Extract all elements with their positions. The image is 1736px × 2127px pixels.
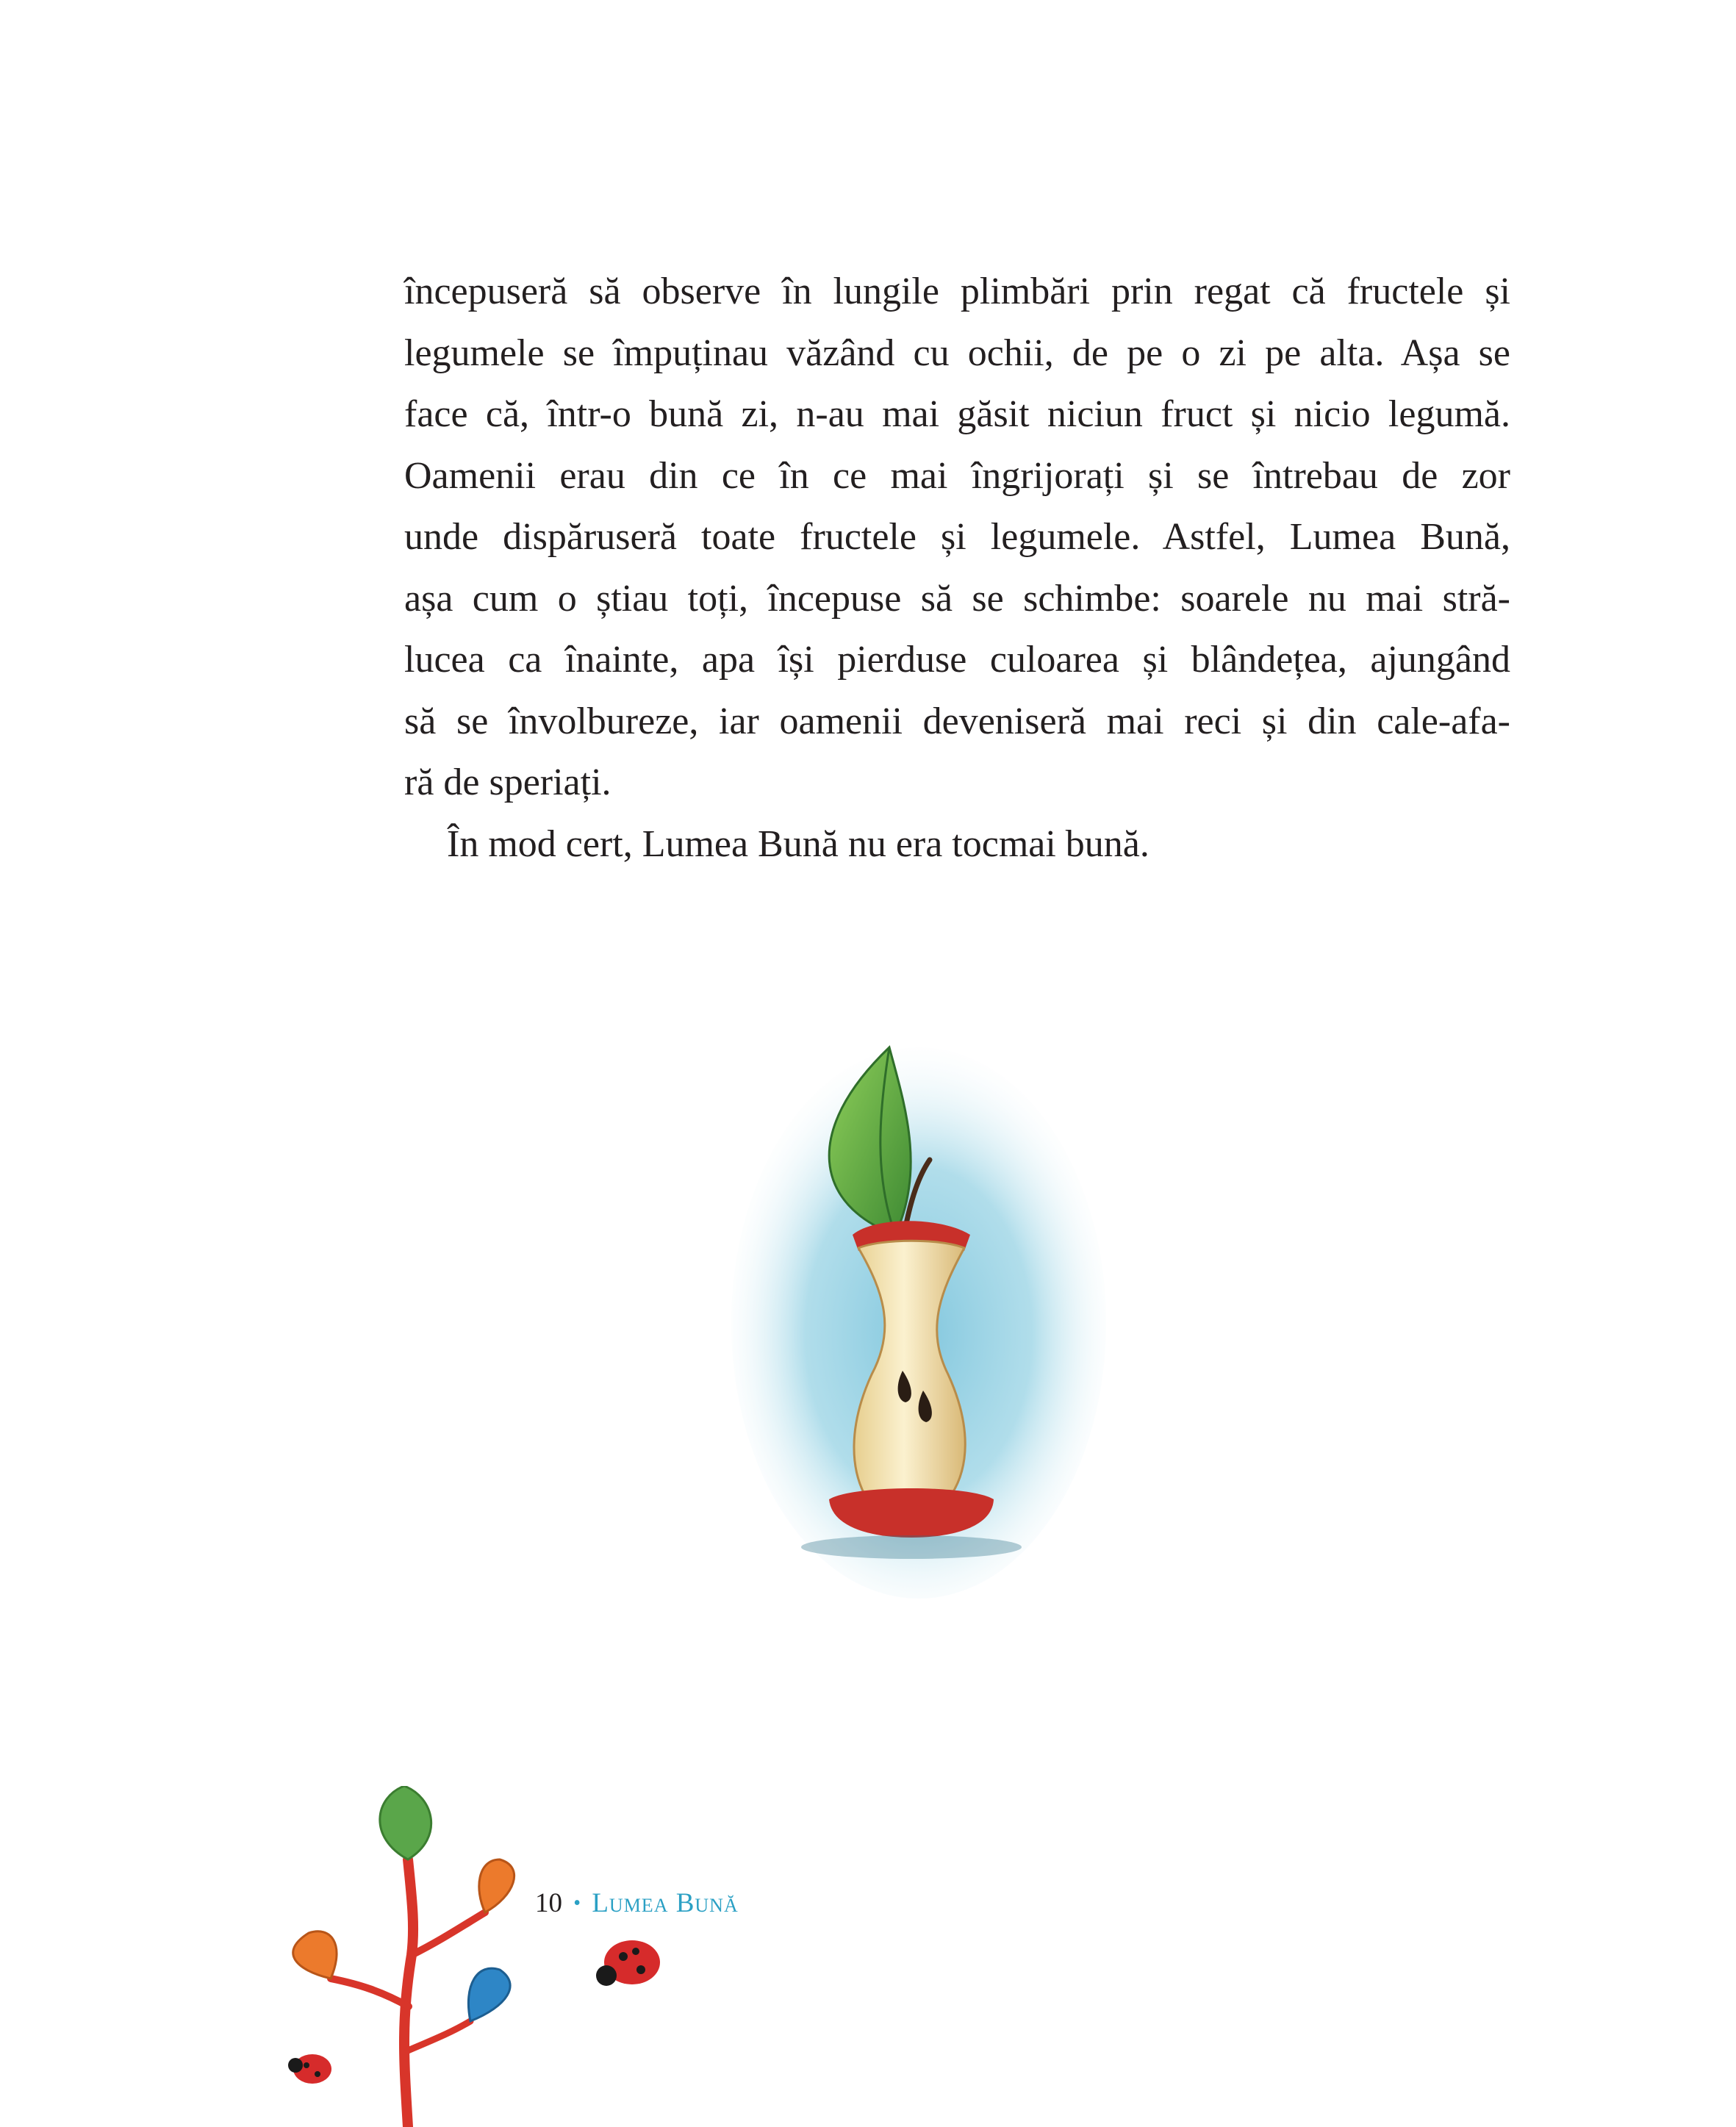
page-footer — [535, 1887, 739, 1922]
ladybug-icon — [596, 1940, 660, 1986]
text-line: începuseră să observe în lungile plimbări prin regat că fructele și — [404, 270, 1510, 312]
body-text — [404, 261, 1510, 875]
text-line: unde dispăruseră toate fructele și legumele. Astfel, Lumea Bună, — [404, 516, 1510, 558]
running-title: Lumea Bună — [592, 1888, 739, 1918]
leaf-branch-icon — [265, 1786, 735, 2127]
text-line: face că, într-o bună zi, n-au mai găsit niciun fruct și nicio legumă. — [404, 393, 1510, 435]
text-line: Oamenii erau din ce în ce mai îngrijorați și se întrebau de zor — [404, 454, 1510, 497]
text-line: legumele se împuținau văzând cu ochii, de pe o zi pe alta. Așa se — [404, 331, 1510, 374]
separator-dot: • — [573, 1892, 581, 1915]
text-line: ră de speriați. — [404, 761, 611, 803]
closing-line: În mod cert, Lumea Bună nu era tocmai bună. — [447, 822, 1149, 865]
ladybug-icon — [288, 2054, 331, 2084]
page-number: 10 — [535, 1888, 562, 1918]
text-line: să se învolbureze, iar oamenii deveniseră mai reci și din cale-afa- — [404, 700, 1510, 742]
text-line: așa cum o știau toți, începuse să se schimbe: soarele nu mai stră- — [404, 577, 1510, 620]
apple-core-icon — [706, 1014, 1132, 1602]
text-line: lucea ca înainte, apa își pierduse culoarea și blândețea, ajungând — [404, 639, 1510, 681]
